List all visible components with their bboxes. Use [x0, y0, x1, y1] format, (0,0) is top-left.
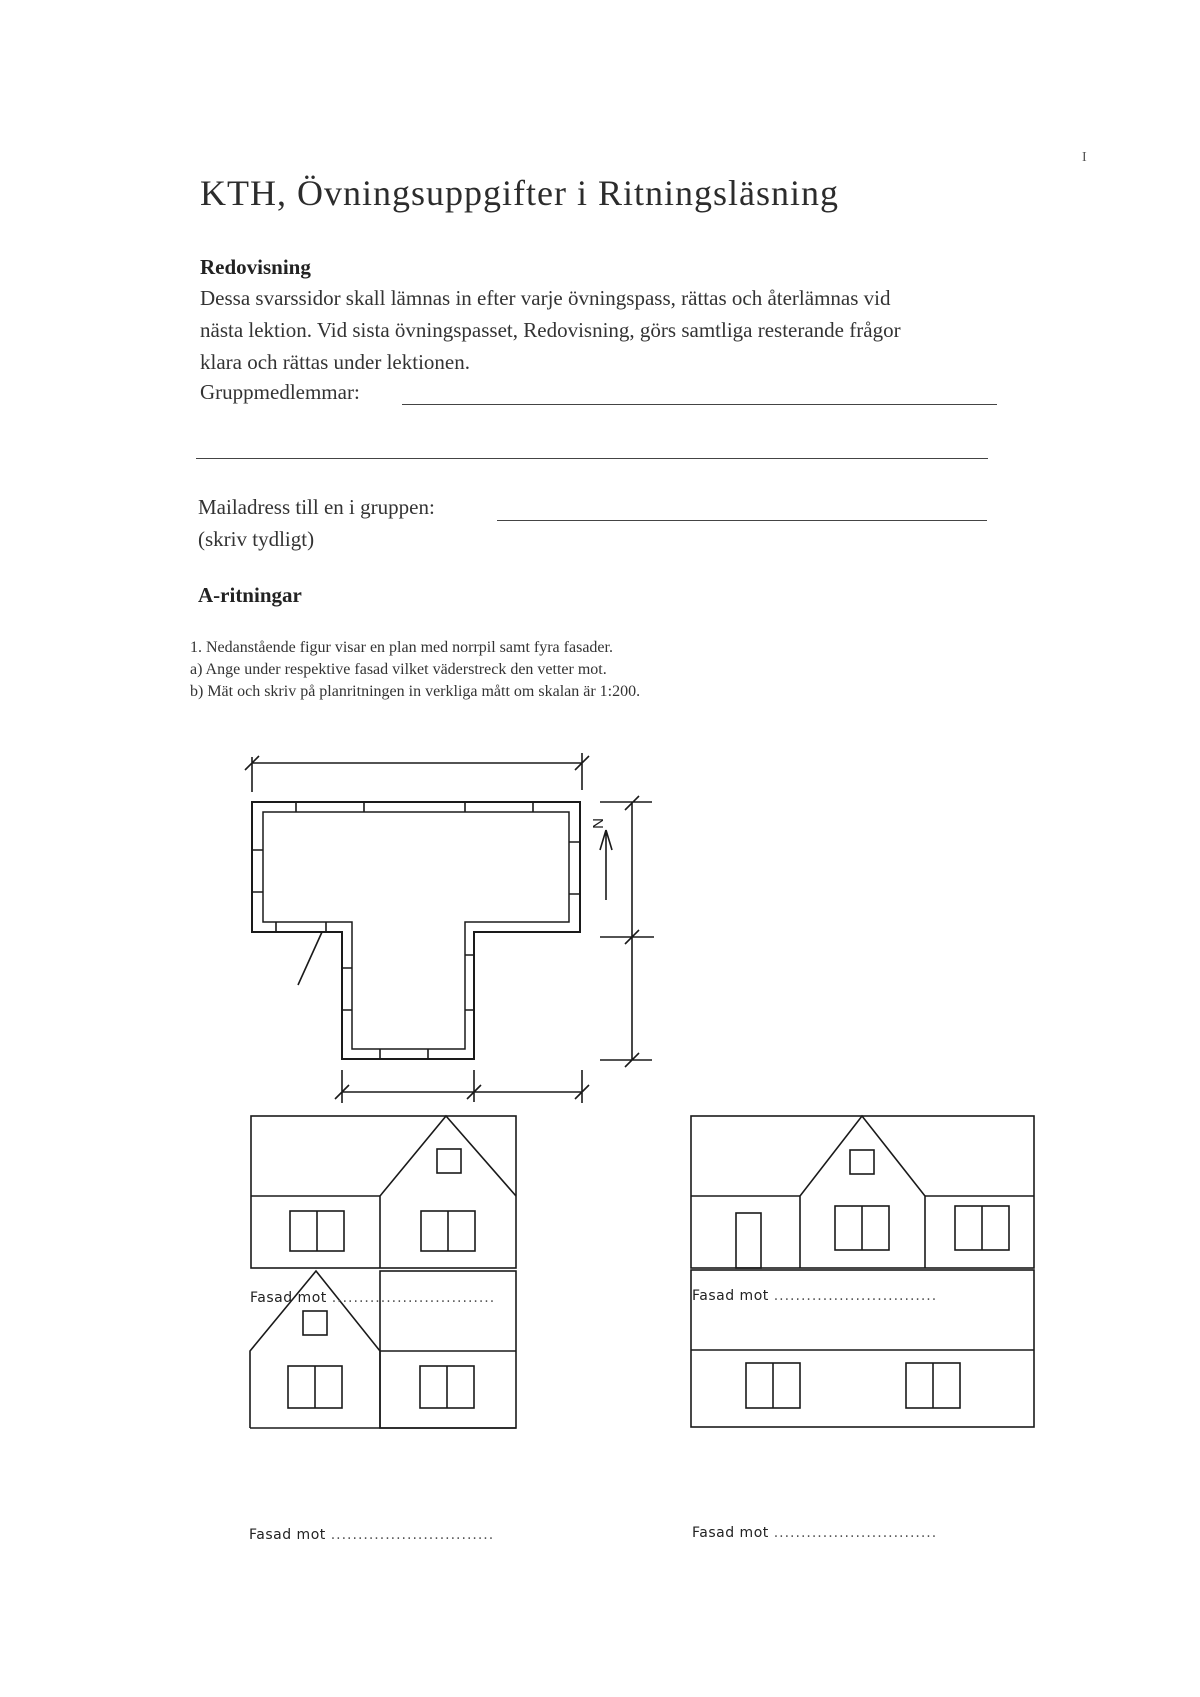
a-ritningar-heading: A-ritningar	[198, 583, 302, 607]
facade-1	[251, 1116, 516, 1268]
north-label: N	[589, 818, 606, 829]
redovisning-line-2: nästa lektion. Vid sista övningspasset, Redovisning, görs samtliga resterande frågor	[200, 318, 901, 342]
group-members-label: Gruppmedlemmar:	[200, 380, 360, 404]
facade-2	[691, 1116, 1034, 1268]
facade-1-label	[250, 1290, 495, 1306]
facade-4-label	[692, 1525, 937, 1541]
facade-1-label-text: Fasad mot	[250, 1290, 327, 1306]
facade-4-answer-dots[interactable]: ..............................	[773, 1525, 938, 1541]
page-title: KTH, Övningsuppgifter i Ritningsläsning	[200, 173, 839, 213]
facade-3-label-text: Fasad mot	[249, 1527, 326, 1543]
mail-label: Mailadress till en i gruppen:	[198, 495, 435, 519]
redovisning-line-3: klara och rättas under lektionen.	[200, 350, 470, 374]
facade-2-label	[692, 1288, 937, 1304]
facade-1-answer-dots[interactable]: ..............................	[331, 1290, 496, 1306]
facade-3-label	[249, 1527, 494, 1543]
page-mark: I	[1082, 150, 1087, 165]
facade-3-answer-dots[interactable]: ..............................	[330, 1527, 495, 1543]
question-line-a: a) Ange under respektive fasad vilket väderstreck den vetter mot.	[190, 661, 607, 678]
facade-2-answer-dots[interactable]: ..............................	[773, 1288, 938, 1304]
question-line-b: b) Mät och skriv på planritningen in verkliga mått om skalan är 1:200.	[190, 683, 641, 700]
mail-note: (skriv tydligt)	[198, 527, 315, 551]
facade-2-label-text: Fasad mot	[692, 1288, 769, 1304]
floor-plan	[245, 753, 654, 1103]
question-line-1: 1. Nedanstående figur visar en plan med norrpil samt fyra fasader.	[190, 639, 613, 656]
redovisning-heading: Redovisning	[200, 255, 311, 279]
redovisning-line-1: Dessa svarssidor skall lämnas in efter varje övningspass, rättas och återlämnas vid	[200, 286, 891, 310]
facade-4-label-text: Fasad mot	[692, 1525, 769, 1541]
